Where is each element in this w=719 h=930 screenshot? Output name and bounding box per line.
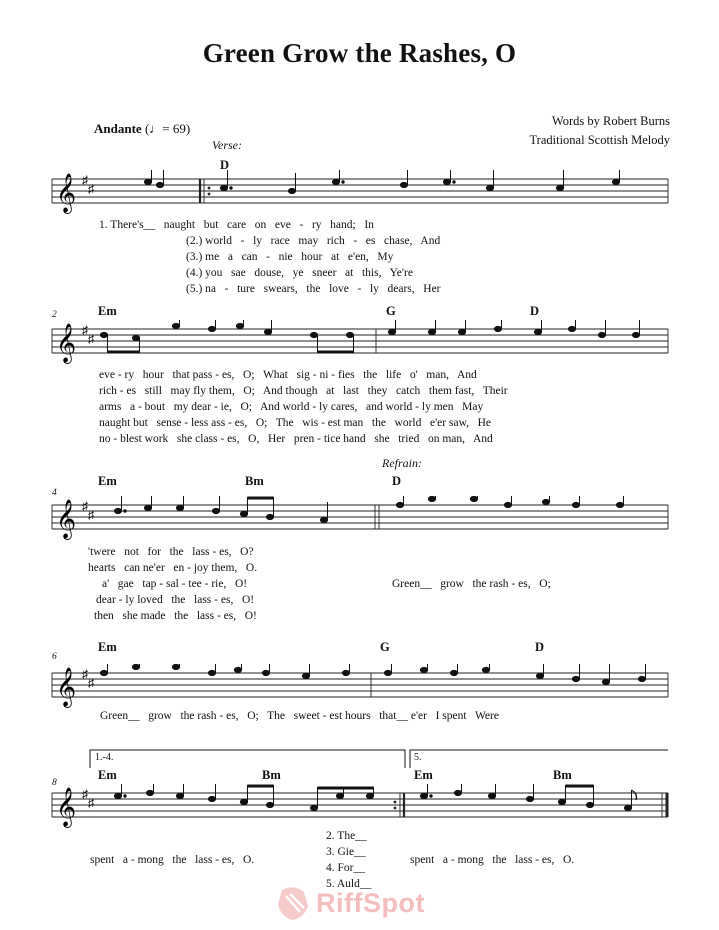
- measure-number: 2: [52, 310, 57, 320]
- key-sharp-icon: ♯: [82, 499, 88, 513]
- second-ending-label: 5.: [414, 752, 422, 763]
- lyric-line: (2.) world - ly race may rich - es chase, And: [186, 235, 441, 247]
- section-verse: Verse:: [212, 138, 242, 152]
- lyric-line: dear - ly loved the lass - es, O!: [96, 594, 255, 606]
- treble-clef-icon: 𝄞: [56, 325, 77, 362]
- lyric-line: 'twere not for the lass - es, O?: [88, 546, 254, 558]
- key-sharp-icon: ♯: [88, 332, 94, 346]
- chord-symbol: D: [220, 158, 230, 172]
- key-sharp-icon: ♯: [88, 796, 94, 810]
- pickup-lyric: 4. For__: [326, 862, 365, 874]
- pickup-lyric: 3. Gie__: [326, 846, 366, 858]
- lyric-line: then she made the lass - es, O!: [94, 610, 257, 622]
- chord-symbol: G: [386, 304, 396, 318]
- key-sharp-icon: ♯: [88, 508, 94, 522]
- song-title: Green Grow the Rashes, O: [202, 38, 517, 68]
- treble-clef-icon: 𝄞: [56, 669, 77, 706]
- lyric-line: (5.) na - ture swears, the love - ly dears, Her: [186, 283, 441, 295]
- lyric-line: naught but sense - less ass - es, O; The wis - est man the world e'er saw, He: [99, 417, 492, 429]
- notes: [144, 170, 619, 194]
- measure-number: 4: [52, 488, 57, 498]
- chord-symbol: Bm: [553, 768, 572, 782]
- tempo-word: Andante: [94, 121, 142, 136]
- lyric-line: arms a - bout my dear - ie, O; And world - ly cares, and world - ly men May: [99, 401, 484, 413]
- notes: [114, 496, 623, 523]
- lyric-line: (3.) me a can - nie hour at e'en, My: [186, 251, 394, 263]
- notes: [100, 664, 645, 685]
- credits: [529, 112, 670, 150]
- refrain-lyric-line: Green__ grow the rash - es, O;: [392, 578, 551, 590]
- treble-clef-icon: 𝄞: [56, 175, 77, 212]
- chord-symbol: G: [380, 640, 390, 654]
- key-sharp-icon: ♯: [82, 323, 88, 337]
- chord-symbol: Em: [414, 768, 433, 782]
- lyric-line: no - blest work she class - es, O, Her pren - tice hand she tried on man, And: [99, 433, 493, 445]
- composer-credit: Traditional Scottish Melody: [529, 133, 670, 147]
- tempo-marking: [94, 121, 190, 137]
- notes: [100, 320, 639, 353]
- section-refrain: Refrain:: [382, 456, 422, 470]
- staff-system-2: [0, 320, 719, 368]
- key-sharp-icon: ♯: [82, 173, 88, 187]
- lyric-line: Green__ grow the rash - es, O; The sweet - est hours that__ e'er I spent Were: [100, 710, 499, 722]
- lyric-line: spent a - mong the lass - es, O.: [410, 854, 575, 866]
- key-sharp-icon: ♯: [82, 667, 88, 681]
- staff-system-5: [0, 784, 719, 832]
- chord-symbol: D: [392, 474, 402, 488]
- watermark: RiffSpot: [316, 888, 425, 918]
- lyric-line: a' gae tap - sal - tee - rie, O!: [102, 578, 248, 590]
- treble-clef-icon: 𝄞: [56, 501, 77, 538]
- measure-number: 6: [52, 652, 57, 662]
- chord-symbol: Bm: [245, 474, 264, 488]
- tempo-bpm: (♩= 69): [144, 121, 191, 136]
- treble-clef-icon: 𝄞: [56, 789, 77, 826]
- key-sharp-icon: ♯: [88, 676, 94, 690]
- lyric-line: spent a - mong the lass - es, O.: [90, 854, 255, 866]
- pickup-lyric: 5. Auld__: [326, 878, 372, 890]
- staff-system-3: [0, 496, 719, 544]
- staff-system-4: [0, 664, 719, 712]
- chord-symbol: Em: [98, 474, 117, 488]
- chord-symbol: D: [535, 640, 545, 654]
- key-sharp-icon: ♯: [82, 787, 88, 801]
- chord-symbol: Em: [98, 304, 117, 318]
- lyric-line: hearts can ne'er en - joy them, O.: [88, 562, 258, 574]
- staff-system-1: [0, 170, 719, 218]
- lyricist-credit: Words by Robert Burns: [551, 114, 670, 128]
- lyric-line: rich - es still may fly them, O; And though at last they catch them fast, Their: [99, 385, 508, 397]
- lyric-line: (4.) you sae douse, ye sneer at this, Ye're: [186, 267, 413, 279]
- pickup-lyric: 2. The__: [326, 830, 367, 842]
- first-ending-label: 1.-4.: [95, 752, 114, 763]
- chord-symbol: Em: [98, 768, 117, 782]
- lyric-line: eve - ry hour that pass - es, O; What sig - ni - fies the life o' man, And: [99, 369, 477, 381]
- lyric-line: 1. There's__ naught but care on eve - ry hand; In: [99, 219, 374, 231]
- notes: [114, 784, 636, 811]
- riffspot-logo-icon: [274, 884, 314, 924]
- chord-symbol: Em: [98, 640, 117, 654]
- key-sharp-icon: ♯: [88, 182, 94, 196]
- chord-symbol: Bm: [262, 768, 281, 782]
- chord-symbol: D: [530, 304, 540, 318]
- measure-number: 8: [52, 778, 57, 788]
